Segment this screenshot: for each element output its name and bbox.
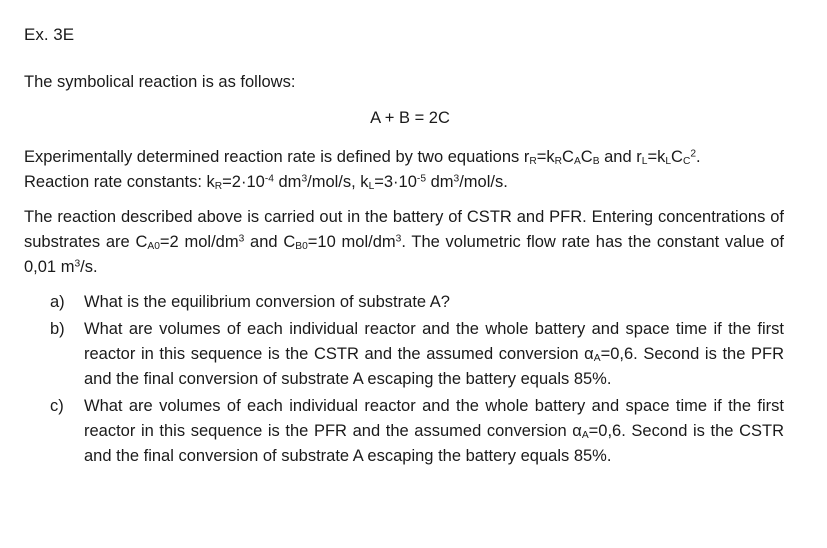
rate-paragraph xyxy=(24,145,784,195)
question-c: c) What are volumes of each individual reactor and the whole battery and space time if the first reactor in this sequence is the PFR and the assumed conversion $\alpha_A=0,6$. Second is the CSTR and the final conversion of substrate A escaping the battery equals 85%. xyxy=(24,394,784,469)
question-text: What is the equilibrium conversion of substrate A? xyxy=(84,293,450,311)
question-text-cont: =0,6. Second is the PFR and the final conversion of substrate A escaping the battery equals 85%. xyxy=(84,345,784,388)
question-text: What are volumes of each individual reactor and the whole battery and space time if the first reactor in this sequence is the PFR and the assumed conversion α xyxy=(84,397,784,440)
question-marker: b) xyxy=(50,320,65,338)
exercise-title: Ex. 3E xyxy=(24,25,75,44)
rate-constants-line: Reaction rate constants: $k_R=2\cdot 10^{-4}$ $dm^3/mol/s$, $k_L=3\cdot 10^{-5}$ $dm^3/mol/s$. xyxy=(24,173,508,193)
question-b: b) What are volumes of each individual reactor and the whole battery and space time if the first reactor in this sequence is the CSTR and the assumed conversion $\alpha_A=0,6$. Second is the PFR and the final conversion of substrate A escaping the battery equals 85%. xyxy=(24,317,784,392)
intro-text: The symbolical reaction is as follows: xyxy=(24,73,296,91)
question-text-cont: =0,6. Second is the CSTR and the final conversion of substrate A escaping the battery equals 85%. xyxy=(84,422,784,465)
question-text: What are volumes of each individual reactor and the whole battery and space time if the first reactor in this sequence is the CSTR and the assumed conversion α xyxy=(84,320,784,363)
question-a xyxy=(24,290,784,315)
document xyxy=(24,22,784,471)
questions-list xyxy=(24,290,784,469)
reaction-equation: A + B = 2C xyxy=(370,109,450,127)
question-marker: a) xyxy=(50,293,65,311)
battery-paragraph: The reaction described above is carried out in the battery of CSTR and PFR. Entering concentrations of substrates are $C_{A0}=2$ mol/$dm^3$ and $C_{B0}=10$ mol/$dm^3$. The volumetric flow rate has the constant value of 0,01 $m^3/s$. xyxy=(24,208,784,276)
question-marker: c) xyxy=(50,397,64,415)
rate-equations-line: Experimentally determined reaction rate is defined by two equations $r_R=k_RC_AC_B$ and $r_L=k_LC_C^2$. xyxy=(24,148,701,168)
